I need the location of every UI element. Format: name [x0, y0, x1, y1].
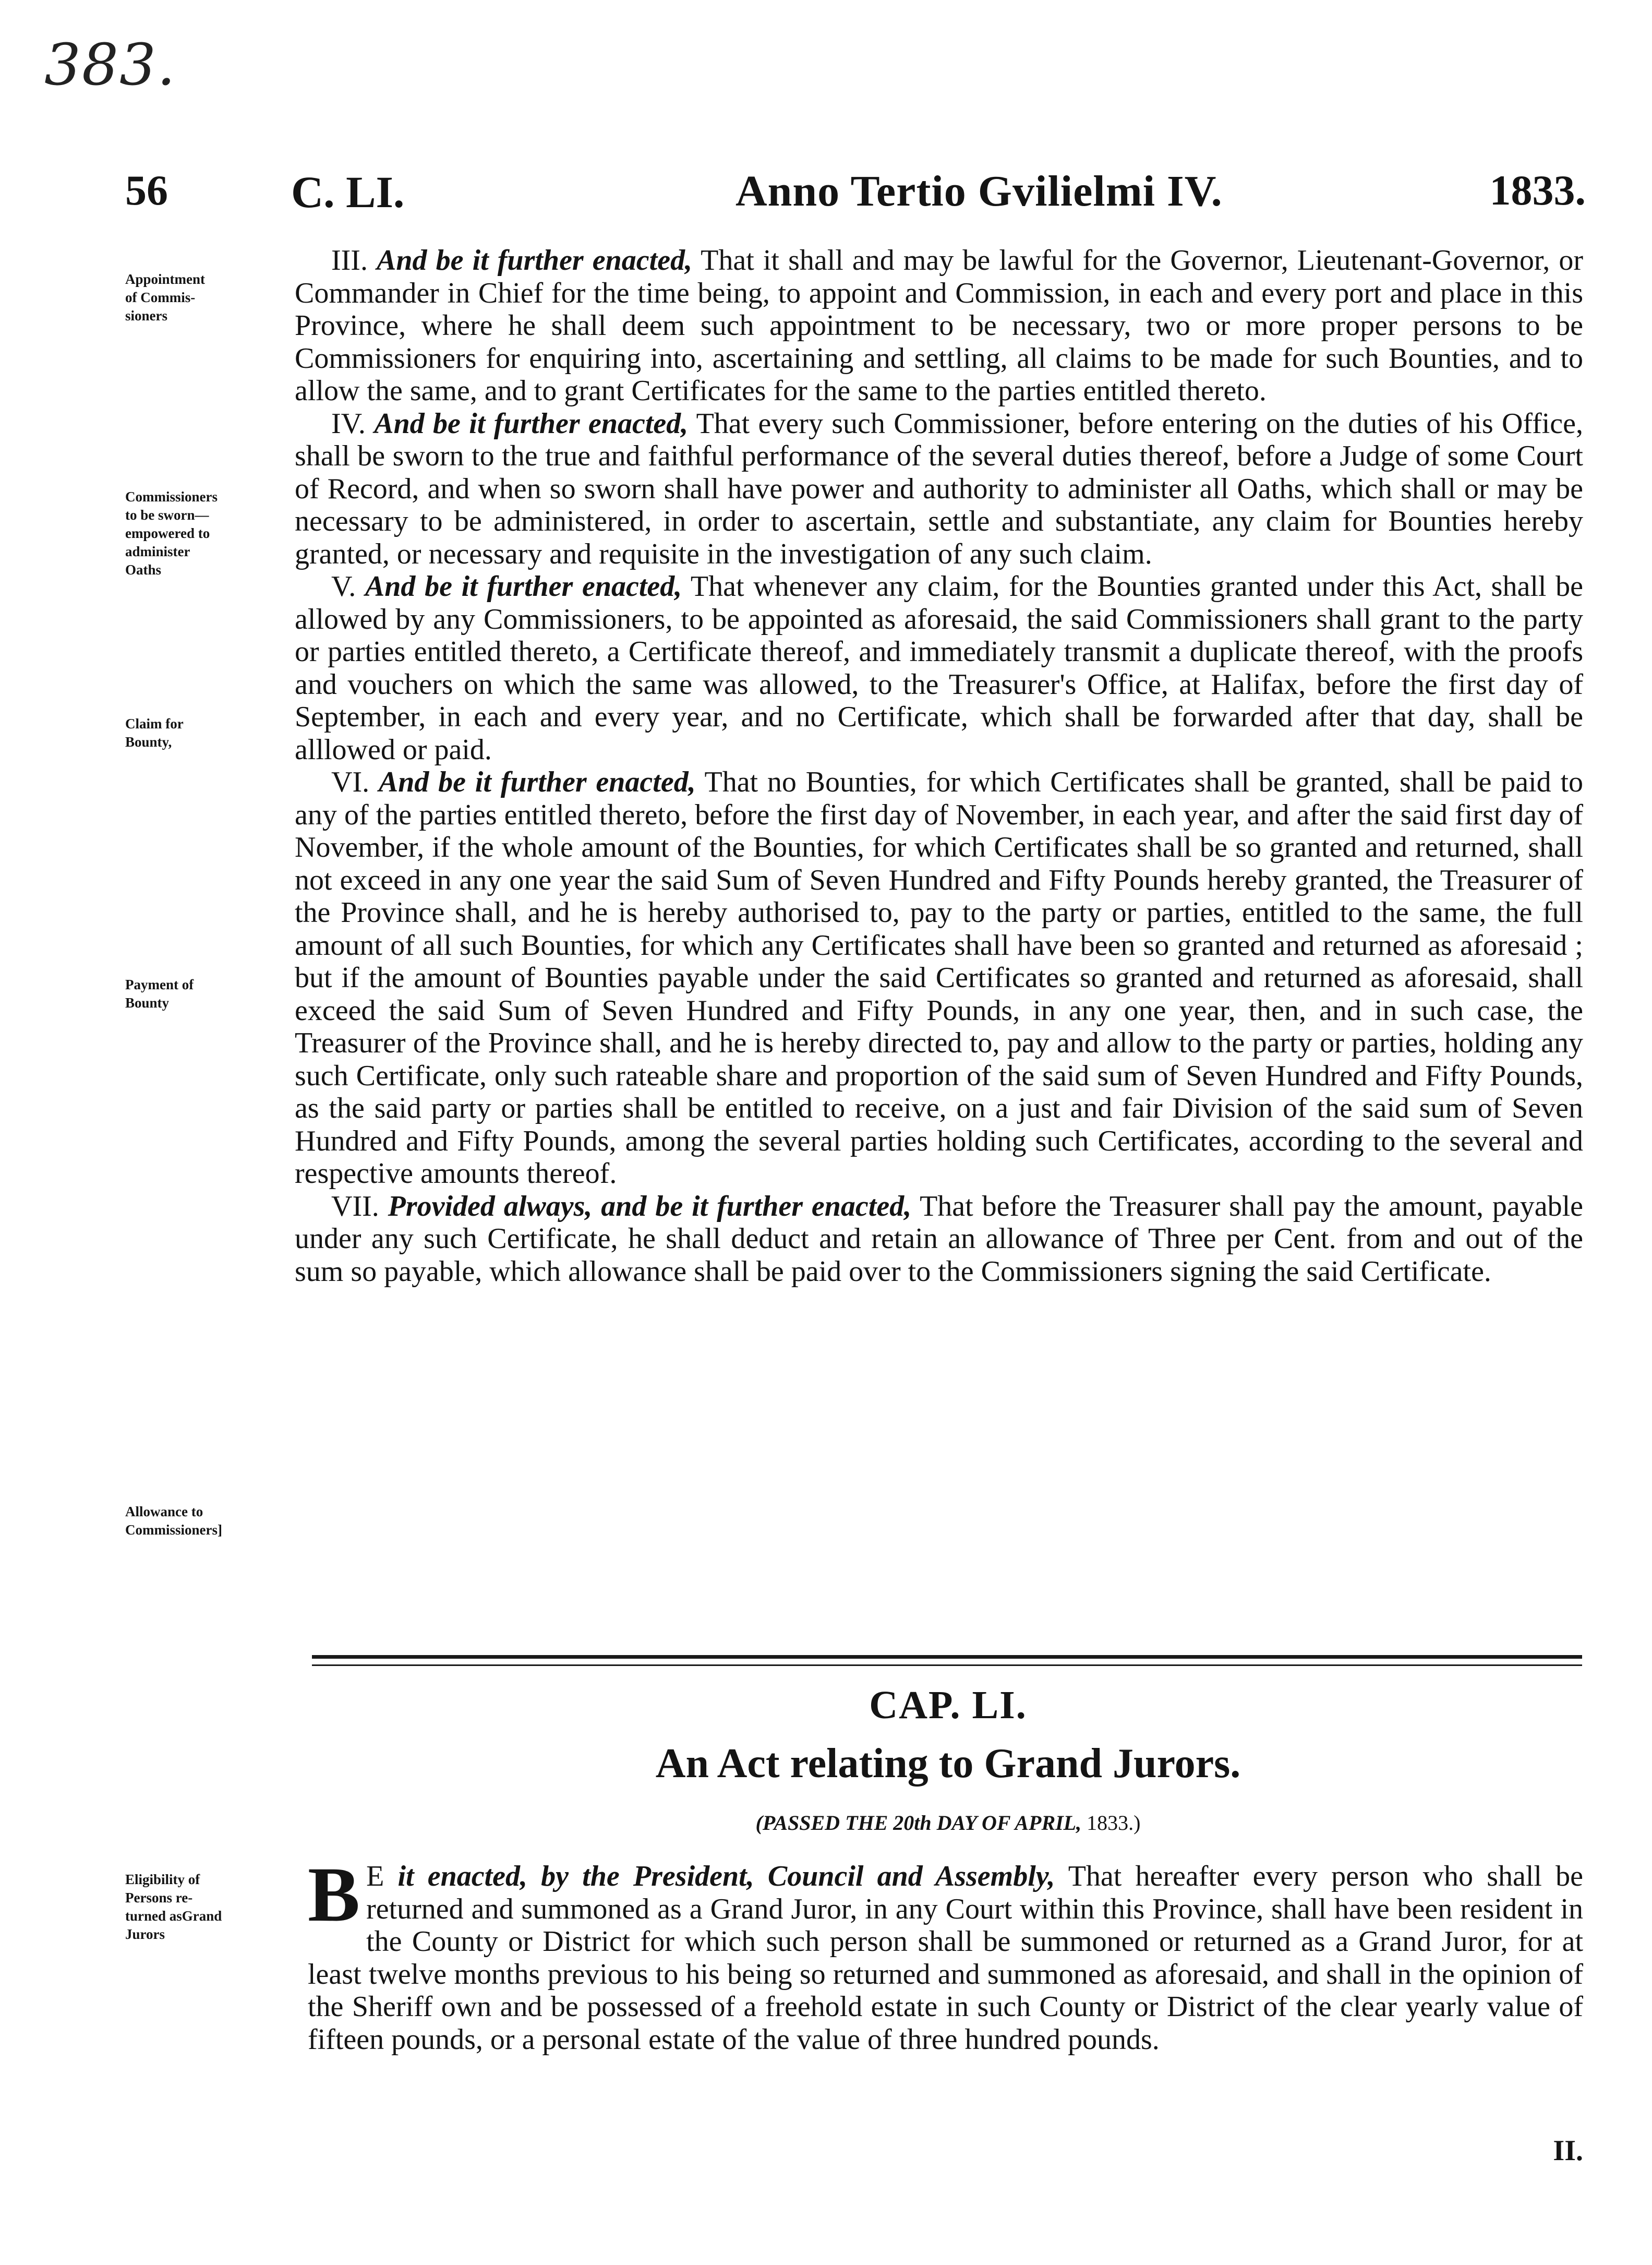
margin-note-appointment: Appointment of Commis- sioners: [125, 271, 206, 323]
section-number: V.: [331, 570, 356, 603]
act-enacting-clause: it enacted, by the President, Council and Assembly,: [397, 1860, 1055, 1892]
running-header: [125, 166, 1586, 229]
margin-note-claim-bounty: Claim for Bounty,: [125, 716, 184, 750]
chapter-number: C. LI.: [291, 167, 405, 217]
section-7: [295, 1190, 1583, 1288]
act-body-first-letters: E: [366, 1860, 384, 1892]
act-body-text: That hereafter every person who shall be returned and summoned as a Grand Juror, in any Court within this Province, shall have been resident in the County or District for which such person shall be summoned or returned as a Grand Juror, for at least twelve months previous to his being so returned and summoned as aforesaid, and shall in the opinion of the Sheriff own and be possessed of a freehold estate in such County or District of the clear yearly value of fifteen pounds, or a personal estate of the value of three hundred pounds.: [308, 1860, 1583, 2056]
manuscript-page-number: 383.: [44, 31, 176, 98]
section-3: [295, 244, 1583, 408]
section-text: That before the Treasurer shall pay the amount, payable under any such Certificate, he shall deduct and retain an allowance of Three per Cent. from and out of the sum so payable, which allowance shall be paid over to the Commissioners signing the said Certificate.: [295, 1190, 1583, 1288]
section-divider-thick: [312, 1655, 1582, 1659]
section-4: [295, 408, 1583, 571]
section-number: IV.: [331, 407, 366, 440]
section-intro: And be it further enacted,: [377, 244, 693, 277]
act-title: An Act relating to Grand Jurors.: [655, 1741, 1241, 1787]
margin-note-allowance: Allowance to Commissioners]: [125, 1504, 222, 1538]
margin-note-commissioners-sworn: Commissioners to be sworn— empowered to administer Oaths: [125, 489, 218, 578]
header-year: 1833.: [1489, 166, 1586, 214]
passed-date-text: (PASSED THE 20th DAY OF APRIL,: [755, 1811, 1082, 1835]
section-text: That every such Commissioner, before entering on the duties of his Office, shall be sworn to the true and faithful performance of the several duties thereof, before a Judge of some Court of Record, and when so sworn shall have power and authority to administer all Oaths, which shall or may be necessary to be administered, in order to ascertain, settle and substantiate, any claim for Bounties hereby granted, or necessary and requisite in the investigation of any such claim.: [295, 407, 1583, 570]
passed-date-year: 1833.): [1087, 1811, 1141, 1835]
section-text: That it shall and may be lawful for the Governor, Lieutenant-Governor, or Commander in Chief for the time being, to appoint and Commission, in each and every port and place in this Province, where he shall deem such appointment to be necessary, two or more proper persons to be Commissioners for enquiring into, ascertaining and settling, all claims to be made for such Bounties, and to allow the same, and to grant Certificates for the same to the parties entitled thereto.: [295, 244, 1583, 407]
section-intro: Provided always, and be it further enacted,: [388, 1190, 912, 1223]
section-intro: And be it further enacted,: [378, 766, 696, 798]
section-text: That no Bounties, for which Certificates shall be granted, shall be paid to any of the parties entitled thereto, before the first day of November, in each year, and after the said first day of November, if the whole amount of the Bounties, for which Certificates shall be so granted and returned, shall not exceed in any one year the said Sum of Seven Hundred and Fifty Pounds hereby granted, the Treasurer of the Province shall, and he is hereby authorised to, pay to the party or parties, entitled to the same, the full amount of all such Bounties, for which any Certificates shall have been so granted and returned as aforesaid ; but if the amount of Bounties payable under the said Certificates so granted and returned as aforesaid, shall exceed the said Sum of Seven Hundred and Fifty Pounds, in any one year, then, and in such case, the Treasurer of the Province shall, and he is hereby directed to, pay and allow to the party or parties, holding any such Certificate, only such rateable share and proportion of the said sum of Seven Hundred and Fifty Pounds, as the said party or parties shall be entitled to receive, on a just and fair Division of the said sum of Seven Hundred and Fifty Pounds, among the several parties holding such Certificates, according to the several and respective amounts thereof.: [295, 766, 1584, 1190]
section-text: That whenever any claim, for the Bounties granted under this Act, shall be allowed by any Commissioners, to be appointed as aforesaid, the said Commissioners shall grant to the party or parties entitled thereto, a Certificate thereof, and immediately transmit a duplicate thereof, with the proofs and vouchers on which the same was allowed, to the Treasurer's Office, at Halifax, before the first day of September, in each and every year, and no Certificate, which shall be forwarded after that day, shall be alllowed or paid.: [295, 570, 1583, 766]
margin-note-payment-bounty: Payment of Bounty: [125, 977, 194, 1011]
section-number: VI.: [331, 766, 370, 798]
section-5: [295, 570, 1583, 766]
sections-body: [295, 244, 1583, 1288]
page-number: 56: [125, 166, 168, 214]
header-title: Anno Tertio Gvilielmi IV.: [735, 167, 1223, 215]
act-body: [308, 1851, 1583, 2056]
drop-cap: B: [308, 1851, 360, 1938]
margin-note-eligibility: Eligibility of Persons re- turned asGrand Jurors: [125, 1872, 222, 1942]
passed-date: [313, 1811, 1583, 1835]
section-number: VII.: [331, 1190, 379, 1223]
section-6: [295, 766, 1583, 1190]
cap-heading: CAP. LI.: [869, 1683, 1027, 1727]
catchword: II.: [1553, 2135, 1583, 2167]
section-divider-thin: [312, 1664, 1582, 1666]
section-intro: And be it further enacted,: [374, 407, 689, 440]
section-intro: And be it further enacted,: [365, 570, 682, 603]
section-number: III.: [331, 244, 368, 277]
